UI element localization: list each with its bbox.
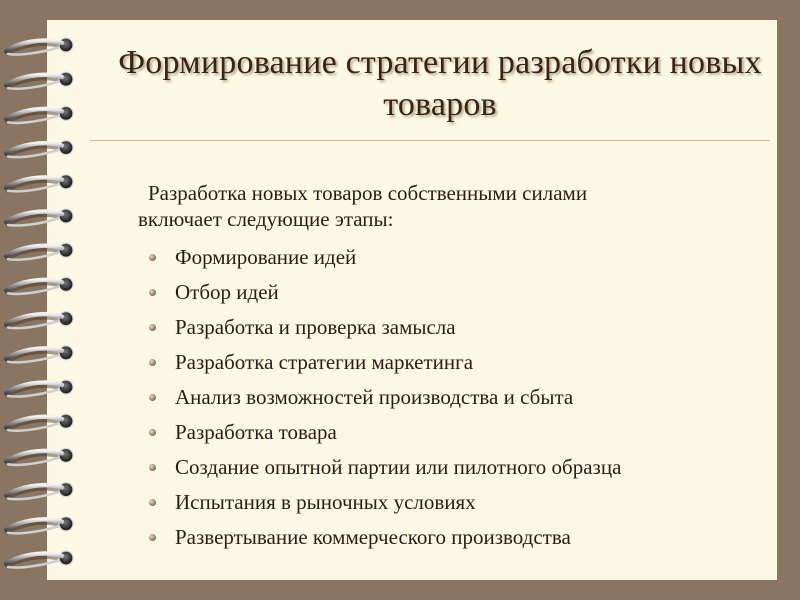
list-item: [148, 520, 788, 555]
spiral-ring: [6, 414, 73, 431]
list-item: [148, 345, 788, 380]
intro-text: [120, 180, 760, 232]
list-item: [148, 450, 788, 485]
intro-line-1: Разработка новых товаров собственными силами: [148, 181, 588, 205]
list-item-text: Разработка стратегии маркетинга: [175, 350, 474, 374]
bullet-icon: [149, 464, 156, 471]
list-item: [148, 415, 788, 450]
spiral-ring: [6, 380, 73, 397]
list-item-text: Анализ возможностей производства и сбыта: [175, 385, 574, 409]
list-item: [148, 240, 788, 275]
bullet-icon: [149, 429, 156, 436]
bullet-list: [148, 240, 788, 555]
bullet-icon: [149, 254, 156, 261]
spiral-ring: [6, 72, 73, 89]
list-item-text: Разработка товара: [175, 420, 337, 444]
spiral-ring: [6, 551, 73, 568]
list-item-text: Развертывание коммерческого производства: [175, 525, 571, 549]
title-divider: [90, 140, 770, 141]
spiral-ring: [6, 312, 73, 329]
spiral-ring: [6, 141, 73, 158]
list-item: [148, 485, 788, 520]
spiral-ring: [6, 448, 73, 465]
intro-line-2: включает следующие этапы:: [138, 207, 394, 231]
spiral-binding: [0, 28, 80, 573]
list-item-text: Испытания в рыночных условиях: [175, 490, 476, 514]
bullet-icon: [149, 394, 156, 401]
bullet-icon: [149, 324, 156, 331]
spiral-ring: [6, 517, 73, 534]
spiral-ring: [6, 483, 73, 500]
spiral-ring: [6, 277, 73, 294]
bullet-icon: [149, 499, 156, 506]
bullet-icon: [149, 359, 156, 366]
spiral-ring: [6, 38, 73, 55]
bullet-icon: [149, 289, 156, 296]
list-item-text: Разработка и проверка замысла: [175, 315, 456, 339]
spiral-ring: [6, 106, 73, 123]
list-item: [148, 310, 788, 345]
spiral-ring: [6, 346, 73, 363]
spiral-ring: [6, 175, 73, 192]
spiral-ring: [6, 243, 73, 260]
slide-title: Формирование стратегии разработки новых товаров: [118, 44, 762, 123]
spiral-ring: [6, 209, 73, 226]
bullet-icon: [149, 534, 156, 541]
list-item-text: Создание опытной партии или пилотного образца: [175, 455, 622, 479]
list-item-text: Отбор идей: [175, 280, 279, 304]
list-item: [148, 275, 788, 310]
list-item-text: Формирование идей: [175, 245, 357, 269]
list-item: [148, 380, 788, 415]
